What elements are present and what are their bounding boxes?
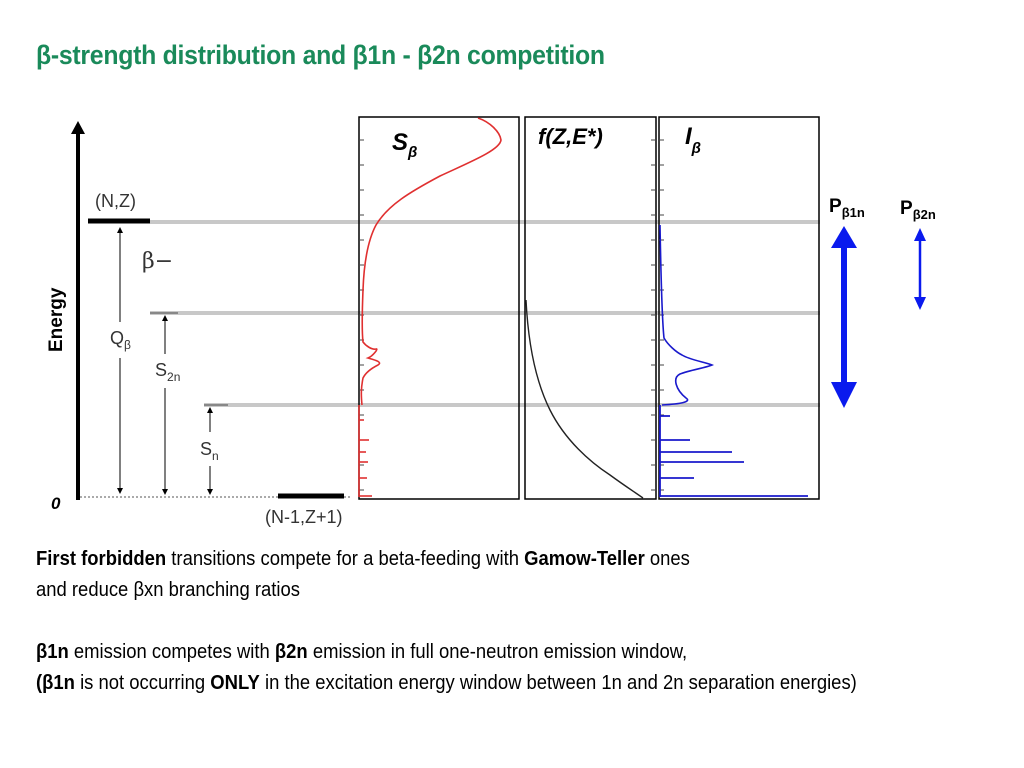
beta-minus-label: β− bbox=[142, 249, 174, 274]
fermi-function-panel bbox=[525, 117, 656, 499]
strength-panel bbox=[359, 117, 519, 499]
p-beta2n-arrow bbox=[914, 228, 926, 310]
intensity-discrete-peaks bbox=[660, 405, 808, 497]
fermi-function-curve bbox=[526, 300, 643, 498]
strength-label: $S_\beta$ bbox=[392, 129, 418, 161]
intensity-label: $I_\beta$ bbox=[685, 123, 701, 157]
page-title: β-strength distribution and β1n - β2n competition bbox=[36, 40, 605, 70]
qbeta-label: $Q_\beta$ bbox=[110, 328, 131, 352]
first-forbidden-text: First forbidden bbox=[36, 547, 167, 570]
text-line-1a: transitions compete for a beta-feeding with bbox=[166, 547, 525, 570]
sn-label: $S_n$ bbox=[200, 439, 219, 463]
p-beta1n-arrow bbox=[831, 226, 857, 408]
only-text: ONLY bbox=[210, 671, 260, 694]
s2n-label: $S_{2n}$ bbox=[155, 360, 181, 384]
energy-axis-arrowhead bbox=[71, 121, 85, 134]
beta1n-text: β1n bbox=[36, 640, 69, 663]
gamow-teller-text: Gamow-Teller bbox=[524, 547, 645, 570]
text-line-3a: emission competes with bbox=[68, 640, 275, 663]
text-line-3 bbox=[36, 642, 687, 663]
p-beta1n-label: $P_{\beta 1n}$ bbox=[829, 196, 865, 220]
p-beta2n-label: $P_{\beta 2n}$ bbox=[900, 198, 936, 222]
parent-label: (N,Z) bbox=[95, 191, 136, 211]
fermi-function-label: f(Z,E*) bbox=[538, 124, 603, 149]
text-line-1b: ones bbox=[644, 547, 690, 570]
zero-label: 0 bbox=[51, 494, 61, 513]
strength-discrete-peaks bbox=[359, 405, 372, 497]
beta1n-paren-text: (β1n bbox=[36, 671, 75, 694]
beta2n-text: β2n bbox=[274, 640, 308, 663]
text-line-1 bbox=[36, 549, 690, 570]
energy-axis-label: Energy bbox=[46, 287, 67, 352]
text-line-4 bbox=[36, 673, 857, 694]
text-line-2: and reduce βxn branching ratios bbox=[36, 578, 300, 601]
text-line-4b: in the excitation energy window between 1n and 2n separation energies) bbox=[259, 671, 857, 694]
daughter-label: (N-1,Z+1) bbox=[265, 507, 343, 527]
intensity-panel bbox=[659, 117, 819, 499]
strength-curve bbox=[361, 118, 501, 405]
text-line-4a: is not occurring bbox=[74, 671, 211, 694]
text-line-3b: emission in full one-neutron emission window, bbox=[307, 640, 688, 663]
